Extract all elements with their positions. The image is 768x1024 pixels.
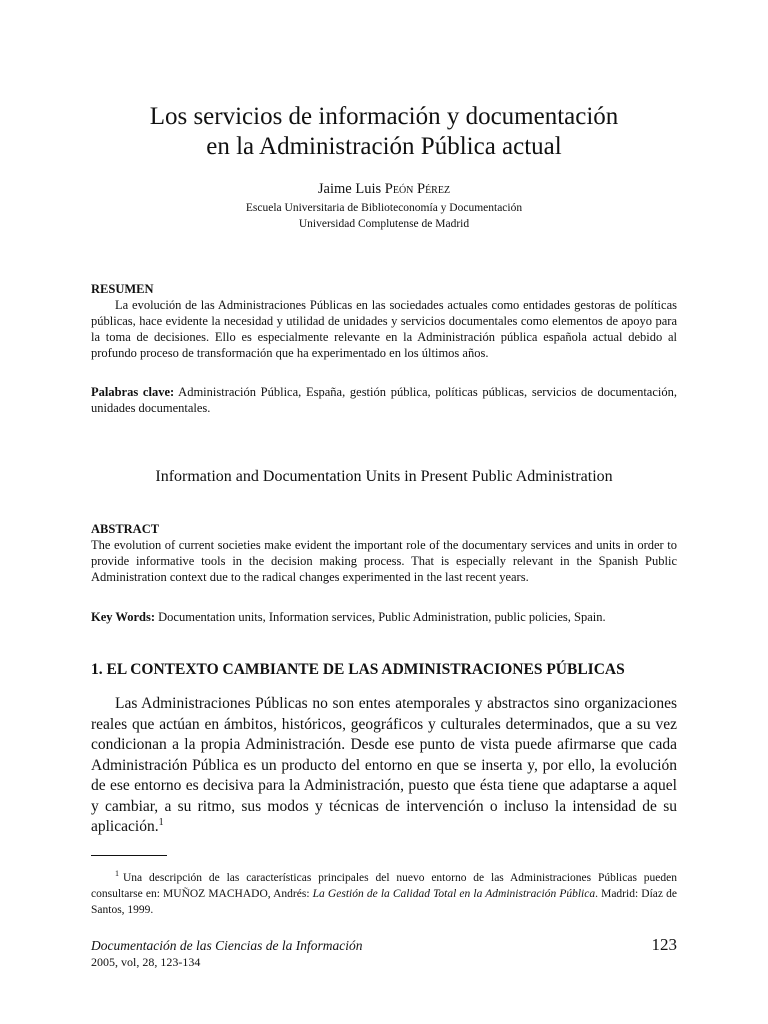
footnote-marker: 1 [115, 869, 119, 879]
footnote-text-before: Una descripción de las características principales del nuevo entorno de las Administraciones Públicas pueden consultarse en: MUÑOZ MACHADO, Andrés: [91, 872, 677, 900]
english-title: Information and Documentation Units in Present Public Administration [155, 468, 613, 485]
section-1-heading: 1. EL CONTEXTO CAMBIANTE DE LAS ADMINISTRACIONES PÚBLICAS [91, 661, 625, 678]
footnote-book-title: La Gestión de la Calidad Total en la Administración Pública [312, 888, 596, 900]
footnote-text-after: . Madrid: Díaz de Santos, 1999. [91, 888, 677, 916]
journal-citation: 2005, vol, 28, 123-134 [91, 955, 201, 969]
palabras-clave-text: Administración Pública, España, gestión pública, políticas públicas, servicios de documentación, unidades documentales. [91, 385, 677, 415]
affiliation-line-2: Universidad Complutense de Madrid [298, 218, 470, 230]
abstract-text: The evolution of current societies make evident the important role of the documentary services and units in order to provide informative tools in the decision making process. That is especially relevant in the Spanish Public Administration context due to the radical changes experimented in the last recent years. [91, 538, 677, 584]
section-1-text: Las Administraciones Públicas no son entes atemporales y abstractos sino organizaciones reales que actúan en ámbitos, históricos, geográficos y culturales determinados, que a su vez condicionan a la propia Administración. Desde ese punto de vista puede afirmarse que cada Administración Pública es un producto del entorno en que se inserta y, por ello, la evolución de ese entorno es decisiva para la Administración, puesto que ésta tiene que adaptarse a aquel y cambiar, a su ritmo, sus modos y técnicas de intervención o incluso la intensidad de su aplicación. [91, 695, 677, 835]
author-affiliation [60, 200, 708, 232]
abstract-section [91, 521, 677, 585]
key-words-label: Key Words: [91, 610, 156, 624]
article-title [60, 102, 708, 162]
abstract-heading: ABSTRACT [91, 522, 160, 536]
section-1-paragraph [91, 694, 677, 838]
journal-name: Documentación de las Ciencias de la Información [91, 938, 363, 953]
title-line-2: en la Administración Pública actual [206, 133, 562, 160]
footnote-divider [91, 855, 167, 856]
palabras-clave-label: Palabras clave: [91, 385, 175, 399]
footnote-1 [91, 870, 677, 918]
resumen-heading: RESUMEN [91, 282, 154, 296]
resumen-section [91, 281, 677, 361]
key-words [91, 609, 677, 625]
title-line-1: Los servicios de información y documentación [149, 103, 619, 130]
key-words-text: Documentation units, Information services, Public Administration, public policies, Spain. [155, 610, 606, 624]
author-given-name: Jaime Luis [317, 181, 385, 197]
author-surname: Peón Pérez [384, 181, 451, 197]
footnote-reference[interactable]: 1 [158, 816, 164, 828]
page-number: 123 [651, 935, 677, 954]
author-name [60, 180, 708, 198]
resumen-text: La evolución de las Administraciones Públicas en las sociedades actuales como entidades gestoras de políticas públicas, hace evidente la necesidad y utilidad de unidades y servicios documentales como elementos de apoyo para la toma de decisiones. Ello es especialmente relevante en la Administración pública española actual debido al profundo proceso de transformación que ha experimentado en los últimos años. [91, 298, 677, 360]
palabras-clave [91, 384, 677, 416]
affiliation-line-1: Escuela Universitaria de Biblioteconomía y Documentación [245, 202, 523, 214]
